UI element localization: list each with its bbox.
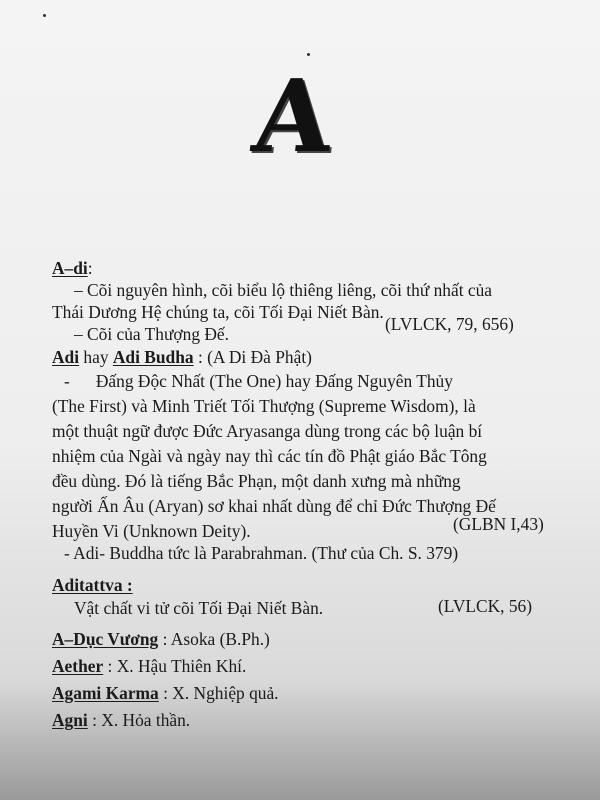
speck-mark [307,53,310,56]
entry-connector: hay [79,347,113,367]
entry-text-line: đều dùng. Đó là tiếng Bắc Phạn, một danh xưng mà những [52,471,461,491]
entry-gloss: : X. Hậu Thiên Khí. [103,656,247,676]
entry-headword: Agami Karma [52,683,159,703]
entry-headword: Adi [52,347,80,367]
entry-reference: (LVLCK, 56) [438,596,533,616]
entry-headword-line [52,682,562,704]
speck-mark [43,14,46,17]
entry-headword: Agni [52,710,88,730]
entry-headword: Aditattva : [52,575,133,595]
entry-headword-line [52,257,562,279]
entry-text-line: Vật chất vi tử cõi Tối Đại Niết Bàn. [74,598,324,618]
entry-text-line: – Cõi nguyên hình, cõi biểu lộ thiêng liêng, cõi thứ nhất của [74,280,493,300]
entry-gloss: : X. Hỏa thần. [87,710,191,730]
entry-text-line: – Cõi của Thượng Đế. [74,324,229,344]
entry-text-line: - Đấng Độc Nhất (The One) hay Đấng Nguyên Thủy [64,371,453,391]
entry-headword: Aether [52,656,104,676]
entry-text-line: Huyền Vi (Unknown Deity). [52,521,251,541]
entry-headword-colon: : [87,258,93,278]
entry-headword-line [52,709,562,731]
entry-headword-line [52,574,562,596]
entry-text-line: (The First) và Minh Triết Tối Thượng (Supreme Wisdom), là [52,396,476,416]
entry-text-line: nhiệm của Ngài và ngày nay thì các tín đồ Phật giáo Bắc Tông [52,446,487,466]
entry-headword-line [52,655,562,677]
entry-text-line: một thuật ngữ được Đức Aryasanga dùng trong các bộ luận bí [52,421,483,441]
section-letter: A [248,57,336,175]
entry-reference: (LVLCK, 79, 656) [385,314,514,334]
entry-gloss: : X. Nghiệp quả. [158,683,279,703]
entry-headword-alt: Adi Budha [112,347,194,367]
entry-text-line: người Ấn Âu (Aryan) sơ khai nhất dùng để chỉ Đức Thượng Đế [52,496,496,516]
entry-text-line: Thái Dương Hệ chúng ta, cõi Tối Đại Niết Bàn. [52,302,384,322]
entry-headword-line [52,346,562,368]
entry-text-line: - Adi- Buddha tức là Parabrahman. (Thư của Ch. S. 379) [64,543,459,563]
entry-gloss: : Asoka (B.Ph.) [158,629,270,649]
entry-headword-line [52,628,562,650]
entry-headword: A–di [52,258,88,278]
entry-reference: (GLBN I,43) [453,514,544,534]
entry-headword: A–Dục Vương [52,629,159,649]
entry-gloss: : (A Di Đà Phật) [193,347,312,367]
